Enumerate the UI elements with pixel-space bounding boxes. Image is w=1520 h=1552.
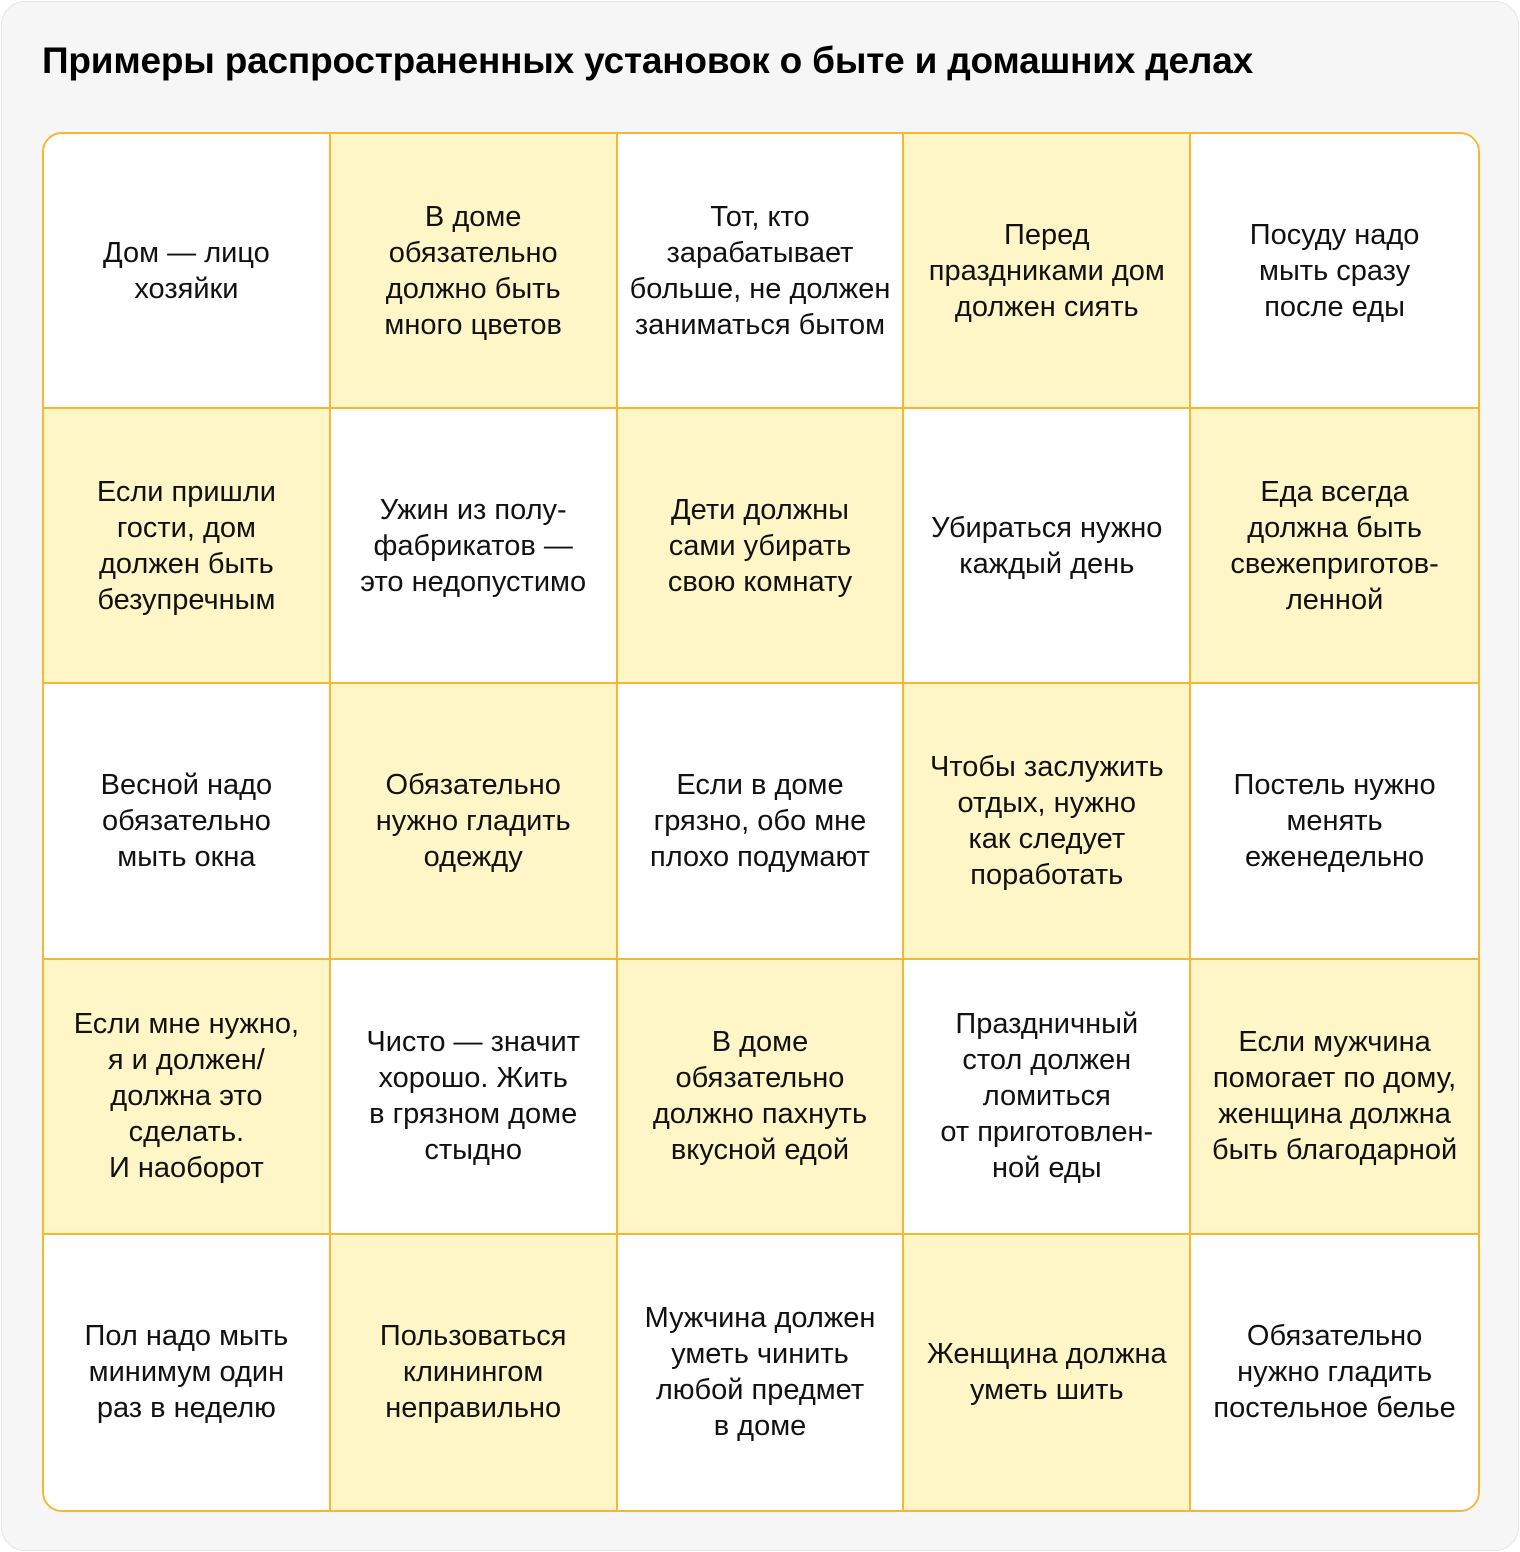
grid-cell: Тот, кто зарабатывает больше, не должен заниматься бытом [618,134,905,409]
grid-cell: Посуду надо мыть сразу после еды [1191,134,1478,409]
grid-cell: Праздничный стол должен ломиться от приготовлен- ной еды [904,960,1191,1235]
beliefs-grid [42,132,1480,1512]
grid-cell: Дети должны сами убирать свою комнату [618,409,905,684]
grid-cell: Обязательно нужно гладить одежду [331,684,618,959]
grid-cell: Пользоваться клинингом неправильно [331,1235,618,1510]
grid-cell: Если мне нужно, я и должен/ должна это сделать. И наоборот [44,960,331,1235]
grid-cell: Если пришли гости, дом должен быть безупречным [44,409,331,684]
card-background [1,1,1519,1551]
grid-cell: Пол надо мыть минимум один раз в неделю [44,1235,331,1510]
grid-cell: Если мужчина помогает по дому, женщина должна быть благодарной [1191,960,1478,1235]
grid-cell: Дом — лицо хозяйки [44,134,331,409]
grid-cell: Обязательно нужно гладить постельное белье [1191,1235,1478,1510]
grid-cell: Весной надо обязательно мыть окна [44,684,331,959]
grid-cell: Постель нужно менять еженедельно [1191,684,1478,959]
grid-cell: В доме обязательно должно быть много цветов [331,134,618,409]
grid-cell: Убираться нужно каждый день [904,409,1191,684]
grid-cell: Ужин из полу- фабрикатов — это недопустимо [331,409,618,684]
grid-cell: В доме обязательно должно пахнуть вкусной едой [618,960,905,1235]
grid-cell: Мужчина должен уметь чинить любой предмет в доме [618,1235,905,1510]
page-title: Примеры распространенных установок о быте и домашних делах [42,40,1253,81]
grid-cell: Еда всегда должна быть свежеприготов- ленной [1191,409,1478,684]
grid-cell: Если в доме грязно, обо мне плохо подумают [618,684,905,959]
grid-cell: Чисто — значит хорошо. Жить в грязном доме стыдно [331,960,618,1235]
grid-cell: Перед праздниками дом должен сиять [904,134,1191,409]
grid-cell: Женщина должна уметь шить [904,1235,1191,1510]
grid-cell: Чтобы заслужить отдых, нужно как следует поработать [904,684,1191,959]
